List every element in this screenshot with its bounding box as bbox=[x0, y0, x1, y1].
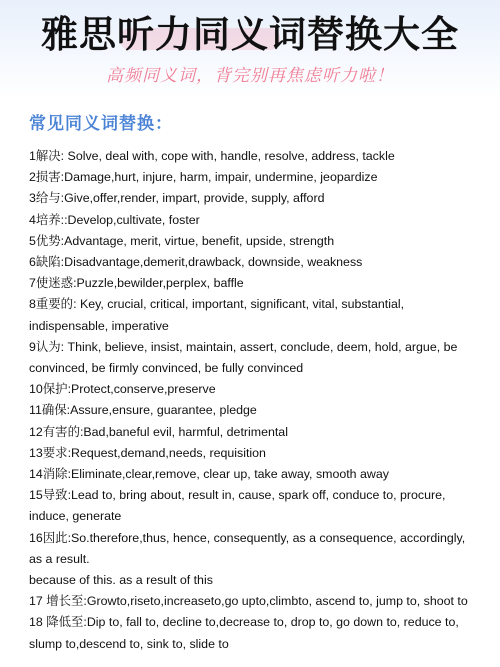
synonym-list bbox=[0, 146, 500, 655]
synonym-item-5: 5优势:Advantage, merit, virtue, benefit, upside, strength bbox=[29, 233, 335, 248]
synonym-item-1: 1解决: Solve, deal with, cope with, handle, resolve, address, tackle bbox=[29, 149, 395, 163]
synonym-item-7: 7使迷惑:Puzzle,bewilder,perplex, baffle bbox=[29, 276, 244, 291]
page-title: 雅思听力同义词替换大全 bbox=[41, 13, 459, 56]
synonym-item-13: 13要求:Request,demand,needs, requisition bbox=[29, 445, 266, 460]
section-heading: 常见同义词替换： bbox=[29, 114, 173, 134]
synonym-item-12: 12有害的:Bad,baneful evil, harmful, detrimental bbox=[29, 424, 288, 439]
synonym-item-15: 15导致:Lead to, bring about, result in, cause, spark off, conduce to, procure, induce, generate bbox=[29, 488, 446, 524]
synonym-item-2: 2损害:Damage,hurt, injure, harm, impair, undermine, jeopardize bbox=[29, 170, 378, 185]
synonym-item-6: 6缺陷:Disadvantage,demerit,drawback, downside, weakness bbox=[29, 255, 363, 270]
synonym-item-11: 11确保:Assure,ensure, guarantee, pledge bbox=[29, 403, 257, 418]
page-subtitle: 高频同义词，背完别再焦虑听力啦！ bbox=[106, 66, 394, 86]
synonym-item-18: 18 降低至:Dip to, fall to, decline to,decrease to, drop to, go down to, reduce to, slump to,descend to, sink to, slide to bbox=[29, 615, 459, 651]
synonym-item-16-continued: because of this. as a result of this bbox=[29, 573, 213, 588]
synonym-item-14: 14消除:Eliminate,clear,remove, clear up, take away, smooth away bbox=[29, 467, 389, 482]
synonym-item-10: 10保护:Protect,conserve,preserve bbox=[29, 382, 216, 397]
synonym-item-16: 16因此:So.therefore,thus, hence, consequently, as a consequence, accordingly, as a result. bbox=[29, 530, 466, 566]
synonym-item-17: 17 增长至:Growto,riseto,increaseto,go upto,climbto, ascend to, jump to, shoot to bbox=[29, 594, 468, 609]
header-banner bbox=[0, 0, 500, 100]
synonym-item-8: 8重要的: Key, crucial, critical, important, significant, vital, substantial, indispensable, imperative bbox=[29, 297, 405, 333]
synonym-item-3: 3给与:Give,offer,render, impart, provide, supply, afford bbox=[29, 191, 325, 206]
synonym-item-9: 9认为: Think, believe, insist, maintain, assert, conclude, deem, hold, argue, be convinced, be firmly convinced, be fully convinced bbox=[29, 339, 458, 376]
synonym-item-4: 4培养::Develop,cultivate, foster bbox=[29, 212, 200, 227]
